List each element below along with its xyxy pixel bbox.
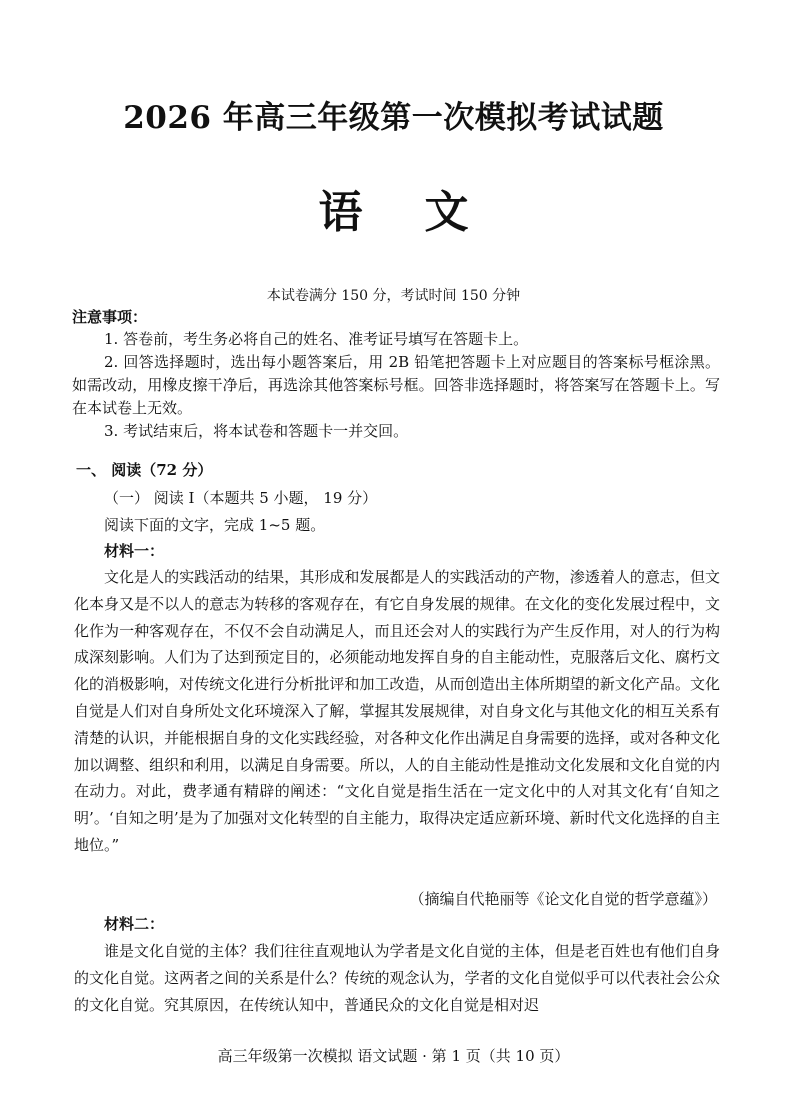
subsection-heading: （一） 阅读 I（本题共 5 小题， 19 分） — [104, 489, 378, 507]
material-one-text: 文化是人的实践活动的结果，其形成和发展都是人的实践活动的产物，渗透着人的意志，但文化本身又是不以人的意志为转移的客观存在，有它自身发展的规律。在文化的变化发展过程中，文化作为一种客观存在，不仅不会自动满足人，而且还会对人的实践行为产生反作用，对人的行为构成深刻影响。人们为了达到预定目的，必须能动地发挥自身的自主能动性，克服落后文化、腐朽文化的消极影响，对传统文化进行分析批评和加工改造，从而创造出主体所期望的新文化产品。文化自觉是人们对自身所处文化环境深入了解，掌握其发展规律，对自身文化与其他文化的相互关系有清楚的认识，并能根据自身的文化实践经验，对各种文化作出满足自身需要的选择，或对各种文化加以调整、组织和利用，以满足自身需要。所以，人的自主能动性是推动文化发展和文化自觉的内在动力。对此，费孝通有精辟的阐述：“文化自觉是指生活在一定文化中的人对其文化有‘自知之明’。‘自知之明’是为了加强对文化转型的自主能力，取得决定适应新环境、新时代文化选择的自主地位。” — [74, 568, 720, 854]
material-one-source: （摘编自代艳丽等《论文化自觉的哲学意蕴》） — [409, 890, 717, 908]
material-two-heading: 材料二： — [104, 915, 165, 933]
material-two-text: 谁是文化自觉的主体？我们往往直观地认为学者是文化自觉的主体，但是老百姓也有他们自身的文化自觉。这两者之间的关系是什么？传统的观念认为，学者的文化自觉似乎可以代表社会公众的文化自觉。究其原因，在传统认知中，普通民众的文化自觉是相对迟 — [74, 942, 720, 1014]
notice-item: 2. 回答选择题时，选出每小题答案后，用 2B 铅笔把答题卡上对应题目的答案标号框涂黑。如需改动，用橡皮擦干净后，再选涂其他答案标号框。回答非选择题时，将答案写在答题卡上。写在本试卷上无效。 — [72, 353, 720, 417]
exam-title: 2026 年高三年级第一次模拟考试试题 — [123, 100, 664, 136]
page-footer: 高三年级第一次模拟 语文试题 · 第 1 页（共 10 页） — [217, 1047, 570, 1065]
notice-item: 3. 考试结束后，将本试卷和答题卡一并交回。 — [104, 422, 409, 440]
section-heading: 一、 阅读（72 分） — [76, 461, 213, 479]
notice-list — [72, 328, 720, 443]
subject-title: 语文 — [318, 187, 531, 238]
notice-item: 1. 答卷前，考生务必将自己的姓名、准考证号填写在答题卡上。 — [104, 330, 529, 348]
material-one-heading: 材料一： — [104, 542, 165, 560]
question-instruction: 阅读下面的文字，完成 1~5 题。 — [104, 516, 326, 534]
exam-info: 本试卷满分 150 分，考试时间 150 分钟 — [266, 288, 521, 304]
notice-heading: 注意事项： — [72, 308, 148, 326]
